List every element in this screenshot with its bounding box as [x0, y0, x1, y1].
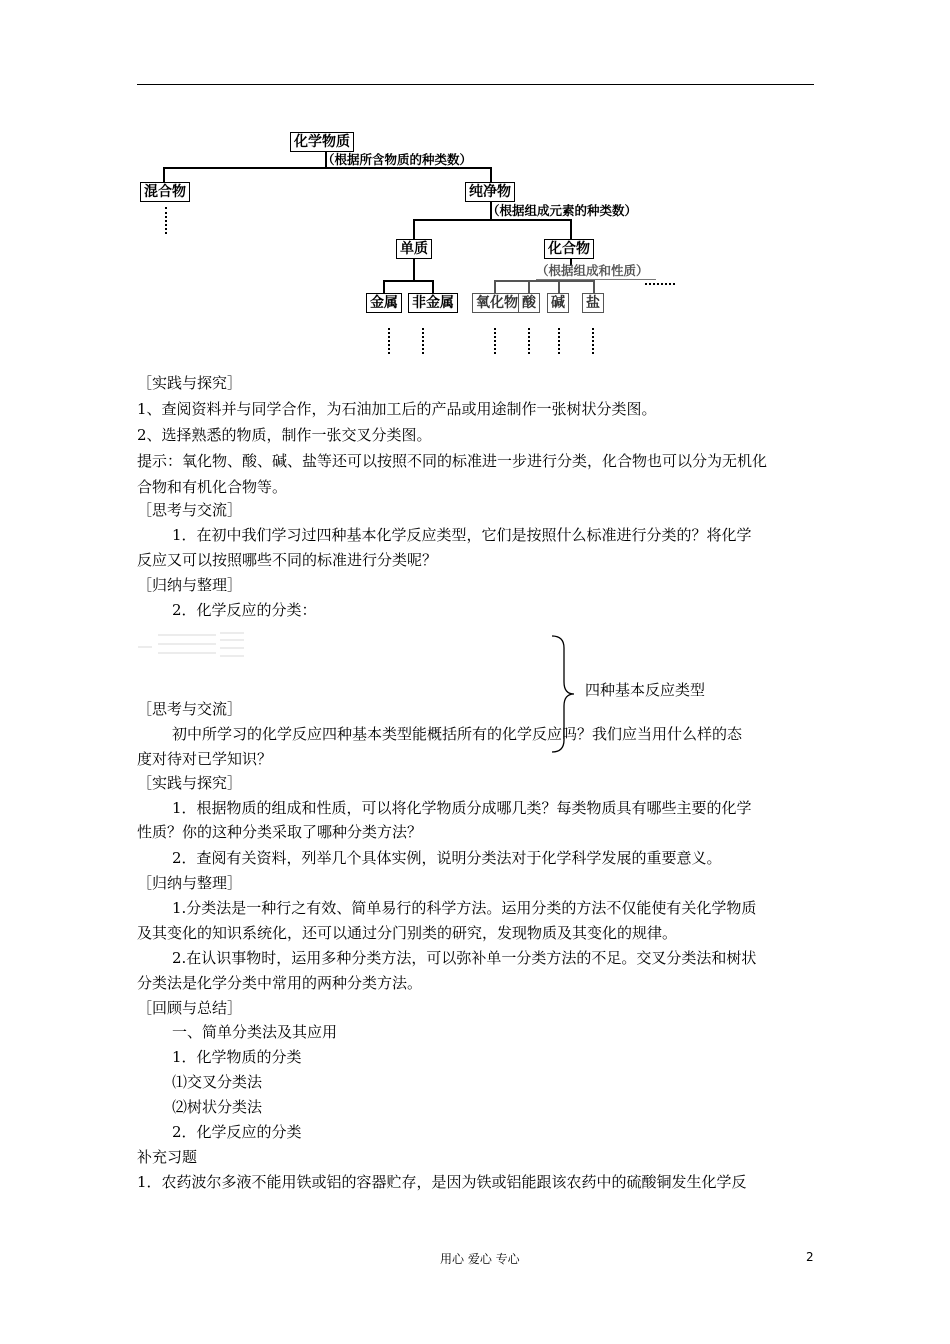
text-line: 2．查阅有关资料，列举几个具体实例，说明分类法对于化学科学发展的重要意义。 [172, 849, 722, 867]
node-compound: 化合物 [544, 239, 594, 259]
ellipsis-dots [645, 283, 675, 285]
connector [528, 280, 530, 293]
node-oxide: 氧化物 [472, 293, 522, 313]
section-heading: ［实践与探究］ [137, 774, 243, 792]
text-line: 分类法是化学分类中常用的两种分类方法。 [137, 974, 423, 992]
connector [536, 279, 656, 280]
ellipsis-dots [528, 328, 532, 354]
criterion-compound: （根据组成和性质） [536, 263, 649, 278]
text-line: 提示：氧化物、酸、碱、盐等还可以按照不同的标准进一步进行分类，化合物也可以分为无机化 [137, 452, 768, 470]
ellipsis-dots [494, 328, 498, 354]
text-line: 2、选择熟悉的物质，制作一张交叉分类图。 [137, 426, 432, 444]
text-line: 1．农药波尔多液不能用铁或铝的容器贮存，是因为铁或铝能跟该农药中的硫酸铜发生化学反 [137, 1173, 747, 1191]
text-line: 1．根据物质的组成和性质，可以将化学物质分成哪几类？每类物质具有哪些主要的化学 [172, 799, 752, 817]
node-nonmetal: 非金属 [408, 293, 458, 313]
node-base: 碱 [547, 293, 569, 313]
connector [494, 280, 594, 282]
connector [163, 167, 165, 182]
text-line: 反应又可以按照哪些不同的标准进行分类呢？ [137, 551, 438, 569]
connector [413, 219, 415, 239]
text-line: 性质？你的这种分类采取了哪种分类方法？ [137, 823, 423, 841]
text-line: 及其变化的知识系统化，还可以通过分门别类的研究，发现物质及其变化的规律。 [137, 924, 678, 942]
text-line: 2．化学反应的分类： [172, 601, 317, 619]
text-line: 2.在认识事物时，运用多种分类方法，可以弥补单一分类方法的不足。交叉分类法和树状 [172, 949, 757, 967]
node-mixture: 混合物 [140, 182, 190, 202]
section-heading: ［归纳与整理］ [137, 576, 243, 594]
text-line: 一、简单分类法及其应用 [172, 1023, 338, 1041]
connector [413, 258, 415, 280]
criterion-pure: （根据组成元素的种类数） [487, 203, 638, 218]
node-element: 单质 [396, 239, 432, 259]
connector [413, 219, 570, 221]
ellipsis-dots [388, 328, 392, 354]
connector [490, 167, 492, 182]
node-acid: 酸 [518, 293, 540, 313]
connector [432, 280, 434, 293]
connector [383, 280, 433, 282]
text-line: ⑵树状分类法 [172, 1098, 263, 1116]
page-footer: 用心 爱心 专心 [440, 1252, 520, 1266]
section-heading: ［思考与交流］ [137, 501, 243, 519]
section-heading: ［归纳与整理］ [137, 874, 243, 892]
connector [494, 280, 496, 293]
ellipsis-dots [422, 328, 426, 354]
text-line: ⑴交叉分类法 [172, 1073, 263, 1091]
section-heading: 补充习题 [137, 1148, 198, 1166]
node-metal: 金属 [366, 293, 402, 313]
node-pure-substance: 纯净物 [465, 182, 515, 202]
criterion-root: （根据所含物质的种类数） [322, 152, 473, 167]
page-number: 2 [806, 1250, 814, 1264]
text-line: 合物和有机化合物等。 [137, 478, 288, 496]
reaction-types-thumbnail [136, 628, 251, 664]
connector [558, 280, 560, 293]
text-line: 1．在初中我们学习过四种基本化学反应类型，它们是按照什么标准进行分类的？将化学 [172, 526, 752, 544]
text-line: 度对待对已学知识？ [137, 750, 273, 768]
ellipsis-dots [165, 207, 169, 234]
ellipsis-dots [592, 328, 596, 354]
connector [383, 280, 385, 293]
node-chemical-substance: 化学物质 [290, 132, 354, 152]
classification-tree-diagram [0, 0, 950, 370]
text-line: 初中所学习的化学反应四种基本类型能概括所有的化学反应吗？我们应当用什么样的态 [172, 725, 743, 743]
text-line: 1．化学物质的分类 [172, 1048, 302, 1066]
brace-label: 四种基本反应类型 [585, 681, 706, 699]
connector [570, 219, 572, 239]
ellipsis-dots [558, 328, 562, 354]
section-heading: ［回顾与总结］ [137, 999, 243, 1017]
text-line: 1、查阅资料并与同学合作，为石油加工后的产品或用途制作一张树状分类图。 [137, 400, 657, 418]
text-line: 2．化学反应的分类 [172, 1123, 302, 1141]
section-heading: ［实践与探究］ [137, 374, 243, 392]
section-heading: ［思考与交流］ [137, 700, 243, 718]
connector [593, 280, 595, 293]
text-line: 1.分类法是一种行之有效、简单易行的科学方法。运用分类的方法不仅能使有关化学物质 [172, 899, 757, 917]
node-salt: 盐 [582, 293, 604, 313]
